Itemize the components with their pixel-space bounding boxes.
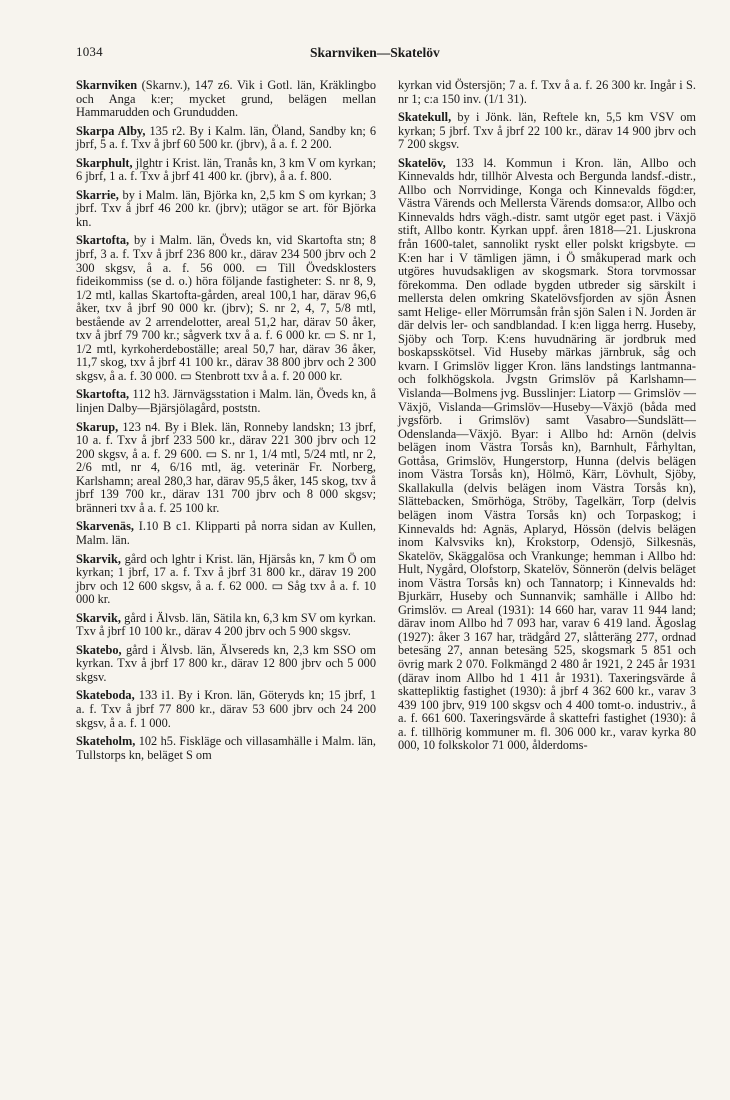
- entry: [76, 644, 376, 685]
- right-column: [398, 79, 696, 758]
- entry-term: Skatekull,: [398, 110, 452, 125]
- entry: [76, 689, 376, 730]
- entry: [398, 157, 696, 753]
- entry-continuation: [398, 79, 696, 106]
- entry: [76, 421, 376, 516]
- entry: [76, 157, 376, 184]
- entry-term: Skatebo,: [76, 642, 122, 657]
- entry-text: 112 h3. Järnvägsstation i Malm. län, Öveds kn, å linjen Dalby—Bjärsjölagård, poststn.: [76, 387, 376, 416]
- entry-term: Skartofta,: [76, 387, 130, 402]
- entry-text: 133 i1. By i Kron. län, Göteryds kn; 15 jbrf, 1 a. f. Txv å jbrf 77 800 kr., därav 53 600 jbrv och 24 200 skgsv, å a. f. 1 000.: [76, 688, 376, 730]
- entry-term: Skatelöv,: [398, 155, 446, 170]
- entry-term: Skarnviken: [76, 78, 138, 92]
- left-column: [76, 79, 376, 767]
- entry: [76, 125, 376, 152]
- entry-term: Skarvik,: [76, 551, 121, 566]
- entry-text: (Skarnv.), 147 z6. Vik i Gotl. län, Kräklingbo och Anga k:er; mycket grund, belägen mellan Hammarudden och Grundudden.: [76, 78, 376, 120]
- entry-text: by i Jönk. län, Reftele kn, 5,5 km VSV om kyrkan; 5 jbrf. Txv å jbrf 22 100 kr., därav 14 900 jbrv och 7 200 skgsv.: [398, 110, 696, 152]
- entry-text: gård i Älvsb. län, Älvsereds kn, 2,3 km SSO om kyrkan. Txv å jbrf 17 800 kr., därav 12 800 jbrv och 5 000 skgsv.: [76, 642, 376, 684]
- entry: [76, 553, 376, 607]
- entry-text: I.10 B c1. Klipparti på norra sidan av Kullen, Malm. län.: [76, 519, 376, 547]
- entry: [76, 612, 376, 639]
- entry-text: by i Malm. län, Öveds kn, vid Skartofta stn; 8 jbrf, 3 a. f. Txv å jbrf 236 800 kr., därav 234 500 jbrv och 2 300 skgsv, å a. f. 56 000. ▭ Till Övedsklosters fideikommiss (se d. o.) höra följande fastigheter: S. nr 8, 9, 1/2 mtl, kallas Skartofta-gården, areal 100,1 har, därav 96,6 åker, txv å jbrf 90 000 kr. (jbrv); S. nr 2, 4, 7, 5/8 mtl, bestående av 2 arrendelotter, areal 51,2 har, därav 50 åker, txv å jbrf 79 700 kr.; sågverk txv å a. f. 6 000 kr. ▭ S. nr 1, 1/2 mtl, kyrkoherdeboställe; areal 50,7 har, därav 36 åker, 11,7 skog, txv å jbrf 41 100 kr., därav 38 800 jbrv och 2 300 skgsv, å a. f. 30 000. ▭ Stenbrott txv å a. f. 20 000 kr.: [76, 233, 376, 383]
- entry-term: Skarvenäs,: [76, 519, 134, 534]
- page-running-title: Skarnviken—Skatelöv: [310, 45, 440, 60]
- entry-text: 123 n4. By i Blek. län, Ronneby landskn; 13 jbrf, 10 a. f. Txv å jbrf 233 500 kr., därav 221 300 jbrv och 12 200 skgsv, å a. f. 29 600. ▭ S. nr 1, 1/4 mtl, 5/24 mtl, nr 2, 2/6 mtl, nr 4, 6/16 mtl, äg. veterinär Fr. Norberg, Karlshamn; areal 280,3 har, därav 95,5 åker, 145 skog, txv å jbrf 139 700 kr., därav 131 700 jbrv och 8 000 skgsv; bränneri txv å a. f. 25 100 kr.: [76, 419, 376, 515]
- entry-term: Skateboda,: [76, 688, 135, 703]
- entry-text: jlghtr i Krist. län, Tranås kn, 3 km V om kyrkan; 6 jbrf, 1 a. f. Txv å jbrf 41 400 kr. (jbrv), å a. f. 800.: [76, 155, 376, 184]
- entry-text: by i Malm. län, Björka kn, 2,5 km S om kyrkan; 3 jbrf. Txv å jbrf 46 200 kr. (jbrv); utägor se art. för Björka kn.: [76, 187, 376, 229]
- entry-term: Skarup,: [76, 419, 119, 434]
- entry: [76, 189, 376, 230]
- entry: [76, 520, 376, 547]
- entry: [76, 388, 376, 415]
- entry: [398, 111, 696, 152]
- entry-term: Skarrie,: [76, 187, 119, 202]
- entry-text: kyrkan vid Östersjön; 7 a. f. Txv å a. f. 26 300 kr. Ingår i S. nr 1; c:a 150 inv. (1/1 31).: [398, 78, 696, 106]
- entry-text: 135 r2. By i Kalm. län, Öland, Sandby kn; 6 jbrf, 5 a. f. Txv å jbrf 60 500 kr. (jbrv), å a. f. 2 200.: [76, 123, 377, 152]
- entry-text: gård och lghtr i Krist. län, Hjärsås kn, 7 km Ö om kyrkan; 1 jbrf, 17 a. f. Txv å jbrf 31 800 kr., därav 19 200 jbrv och 12 600 skgsv, å a. f. 62 000. ▭ Såg txv å a. f. 10 000 kr.: [76, 551, 376, 607]
- entry-term: Skarvik,: [76, 610, 121, 625]
- entry-term: Skartofta,: [76, 233, 130, 248]
- entry: [76, 735, 376, 762]
- entry: [76, 79, 376, 120]
- entry-text: gård i Älvsb. län, Sätila kn, 6,3 km SV om kyrkan. Txv å jbrf 10 100 kr., därav 4 200 jbrv och 5 900 skgsv.: [76, 610, 376, 639]
- entry-term: Skarphult,: [76, 155, 133, 170]
- entry-text: 102 h5. Fiskläge och villasamhälle i Malm. län, Tullstorps kn, beläget S om: [76, 734, 376, 762]
- entry-term: Skarpa Alby,: [76, 123, 146, 138]
- entry-term: Skateholm,: [76, 734, 136, 749]
- entry: [76, 234, 376, 383]
- entry-text: 133 l4. Kommun i Kron. län, Allbo och Kinnevalds hdr, tillhör Alvesta och Bergunda landsf.-distr., Allbo och Norrvidinge, Konga och Kinnevalds fögd:er, Västra Värends och Mellersta Värends domsa:or, Allbo och Kinnevalds hdrs vägh.-distr. samt utgör eget past. i Växjö stift, Allbo kontr. Kyrkan uppf. åren 1818—21. Ljuskrona från 1600-talet, sannolikt ryskt eller polskt krigsbyte. ▭ K:en har i V tämligen jämn, i Ö småkuperad mark och utgöres huvudsakligen av skogsmark. Stora torvmossar förekomma. Den odlade bygden utbreder sig särskilt i mellersta delen omkring Skatelövsfjorden av sjön Åsnen samt Helige- eller Mörrumsån från sjön Salen i N. Jorden är där delvis ler- och sandblandad. I k:en ligga herrg. Huseby, Sjöby och Torp. K:ens huvudnäring är jordbruk med boskapsskötsel. Vid Huseby märkas järnbruk, såg och kvarn. I Grimslöv ligger Kron. läns landstings lantmanna- och folkhögskola. Jvgstn Grimslöv på Karlshamn—Vislanda—Bolmens jvg. Busslinjer: Liatorp — Grimslöv — Växjö, Vislanda—Grimslöv—Huseby—Växjö (båda med jvgsförb. i Grimslöv) samt Vasabro—Sundslätt—Odenslanda—Växjö. Byar: i Allbo hd: Arnön (delvis belägen inom Västra Torsås kn), Barnhult, Fårhyltan, Gottåsa, Grimslöv, Hungerstorp, Hunna (delvis belägen inom Västra Torsås kn), Hölmö, Kärr, Lövhult, Sjöby, Skallakulla (delvis belägen inom Västra Torsås kn), Slättebacken, Smörhöga, Ströby, Tagelkärr, Torp (delvis belägen inom Västra Torsås kn) och Torpaskog; i Kinnevalds hd: Agnäs, Aplaryd, Hössön (delvis belägen inom Kalvsviks kn), Krokstorp, Odensjö, Silkesnäs, Skatelöv, Skäggalösa och Vrankunge; hemman i Allbo hd: Hult, Nygård, Olofstorp, Skatelöv, Sönnerön (delvis beläget inom Västra Torsås kn) och Tannatorp; i Kinnevalds hd: Bjurkärr, Huseby och Sunnanvik; samhälle i Allbo hd: Grimslöv. ▭ Areal (1931): 14 660 har, varav 11 944 land; därav inom Allbo hd 7 093 har, varav 6 419 land. Ägoslag (1927): åker 3 167 har, trädgård 27, slåtteräng 277, ordnad betesäng 27, annan betesäng 525, skogsmark 5 851 och övrig mark 2 070. Folkmängd 2 480 år 1921, 2 245 år 1931 (därav inom Allbo hd 1 411 år 1931). Taxeringsvärde å skattepliktig fastighet (1930): å jbrf 4 362 600 kr., varav 3 439 100 jbrv, 919 100 skgsv och 4 400 tomt-o. industriv., å a. f. 661 600. Taxeringsvärde å skattefri fastighet (1930): å a. f. tillhörig kommuner m. fl. 306 000 kr., varav kyrka 80 000, 10 folkskolor 71 000, ålderdoms-: [398, 155, 696, 753]
- page-number: 1034: [76, 44, 103, 59]
